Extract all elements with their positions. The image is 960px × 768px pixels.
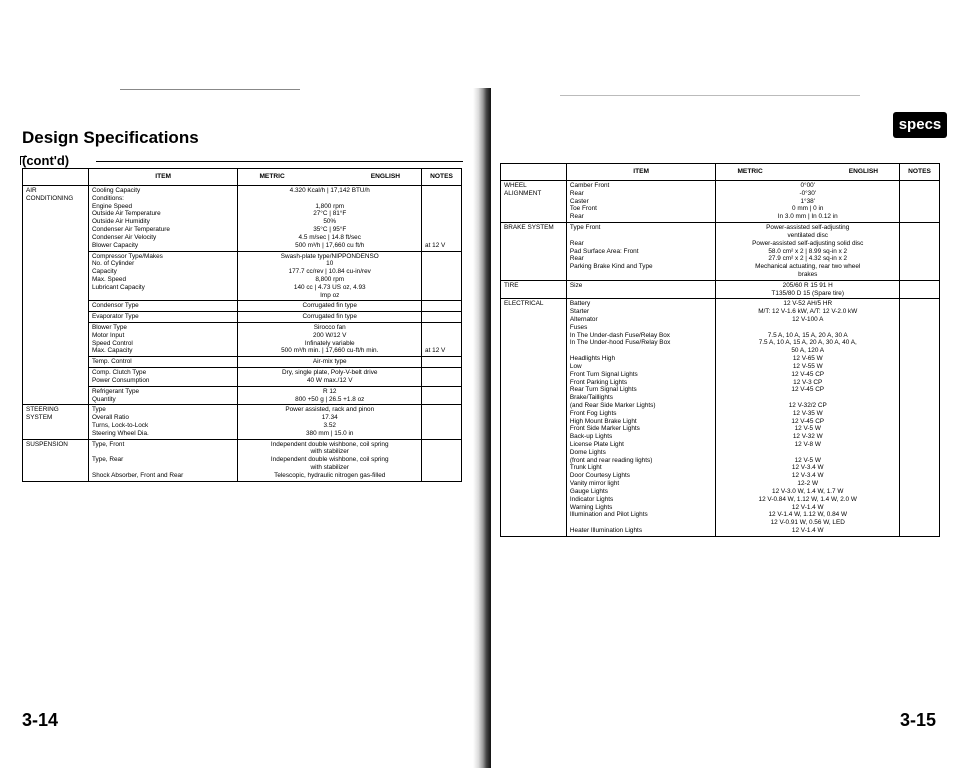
spec-notes <box>422 301 462 312</box>
spec-row <box>23 323 462 357</box>
spec-value: Air-mix type <box>238 357 422 368</box>
spec-value: 4.320 Kcal/h | 17,142 BTU/h 1,800 rpm 27°C | 81°F 50% 35°C | 95°F 4.5 m/sec | 14.8 ft/sec 500 m³/h | 17,660 cu ft/h <box>238 186 422 252</box>
specs-badge: specs <box>893 112 947 138</box>
header-english: ENGLISH <box>848 167 879 175</box>
spec-notes: at 12 V <box>422 323 462 357</box>
header-metric: METRIC <box>737 167 763 175</box>
spec-notes <box>422 357 462 368</box>
spec-value: Power-assisted self-adjusting ventilated disc Power-assisted self-adjusting solid disc 58.0 cm² x 2 | 8.99 sq-in x 2 27.9 cm² x 2 | 4.32 sq-in x 2 Mechanical actuating, rear two wheel brakes <box>716 223 900 281</box>
spec-notes <box>900 181 940 223</box>
page-number-left: 3-14 <box>22 710 59 730</box>
spec-value: Corrugated fin type <box>238 301 422 312</box>
spec-notes <box>900 223 940 281</box>
right-page <box>480 0 960 768</box>
spec-value: Sirocco fan 200 W/12 V Infinately variable 500 m³/h min. | 17,660 cu-ft/h min. <box>238 323 422 357</box>
spec-row <box>23 301 462 312</box>
spec-notes <box>900 280 940 299</box>
scan-artifact-line <box>120 89 300 90</box>
spec-notes <box>422 368 462 387</box>
spec-row <box>23 251 462 301</box>
page-subtitle: (cont'd) <box>22 153 70 168</box>
spec-value: Independent double wishbone, coil spring with stabilizer Independent double wishbone, coil spring with stabilizer Telescopic, hydraulic nitrogen gas-filled <box>238 439 422 481</box>
spec-row <box>501 181 940 223</box>
spec-value: Swash-plate type/NIPPONDENSO 10 177.7 cc/rev | 10.84 cu-in/rev 8,800 rpm 140 cc | 4.73 US oz, 4.93 Imp oz <box>238 251 422 301</box>
spec-category: STEERING SYSTEM <box>23 405 89 439</box>
header-item: ITEM <box>566 164 716 181</box>
spec-value: 0°00' -0°30' 1°38' 0 mm | 0 in In 3.0 mm | In 0.12 in <box>716 181 900 223</box>
spec-category: TIRE <box>501 280 567 299</box>
scan-artifact-line-right <box>560 95 860 96</box>
spec-item: Type Overall Ratio Turns, Lock-to-Lock Steering Wheel Dia. <box>88 405 238 439</box>
spec-item: Refrigerant Type Quantity <box>88 386 238 405</box>
spec-item: Camber Front Rear Caster Toe Front Rear <box>566 181 716 223</box>
spec-notes: at 12 V <box>422 186 462 252</box>
right-spec-table <box>500 163 940 537</box>
spec-item: Evaporator Type <box>88 312 238 323</box>
header-notes: NOTES <box>422 169 462 186</box>
spec-notes <box>422 251 462 301</box>
spec-item: Blower Type Motor Input Speed Control Max. Capacity <box>88 323 238 357</box>
spec-row <box>23 312 462 323</box>
left-spec-table <box>22 168 462 482</box>
subtitle-rule <box>96 161 463 162</box>
spec-row <box>23 368 462 387</box>
spec-item: Size <box>566 280 716 299</box>
spec-value: 12 V-52 AH/5 HR M/T: 12 V-1.6 kW, A/T: 12 V-2.0 kW 12 V-100 A 7.5 A, 10 A, 15 A, 20 A, 30 A 7.5 A, 10 A, 15 A, 20 A, 30 A, 40 A, 50 A, 120 A 12 V-65 W 12 V-55 W 12 V-45 CP 12 V-3 CP 12 V-45 CP 12 V-32/2 CP 12 V-35 W 12 V-45 CP 12 V-5 W 12 V-32 W 12 V-8 W 12 V-5 W 12 V-3.4 W 12 V-3.4 W 12-2 W 12 V-3.0 W, 1.4 W, 1.7 W 12 V-0.84 W, 1.12 W, 1.4 W, 2.0 W 12 V-1.4 W 12 V-1.4 W, 1.12 W, 0.84 W 12 V-0.91 W, 0.56 W, LED 12 V-1.4 W <box>716 299 900 536</box>
spec-value: Power assisted, rack and pinon 17.34 3.52 380 mm | 15.0 in <box>238 405 422 439</box>
spec-item: Comp. Clutch Type Power Consumption <box>88 368 238 387</box>
page-title: Design Specifications <box>22 128 199 147</box>
spec-category: BRAKE SYSTEM <box>501 223 567 281</box>
spec-row <box>23 386 462 405</box>
header-notes: NOTES <box>900 164 940 181</box>
spec-row <box>23 439 462 481</box>
spec-row <box>501 280 940 299</box>
spec-row <box>23 357 462 368</box>
spec-row <box>23 405 462 439</box>
page-number-right: 3-15 <box>900 710 937 730</box>
header-category <box>501 164 567 181</box>
spec-category: WHEEL ALIGNMENT <box>501 181 567 223</box>
spec-item: Type, Front Type, Rear Shock Absorber, Front and Rear <box>88 439 238 481</box>
spec-item: Battery Starter Alternator Fuses In The Under-dash Fuse/Relay Box In The Under-hood Fuse/Relay Box Headlights High Low Front Turn Signal Lights Front Parking Lights Rear Turn Signal Lights Brake/Taillights (and Rear Side Marker Lights) Front Fog Lights High Mount Brake Light Front Side Marker Lights Back-up Lights License Plate Light Dome Lights (front and rear reading lights) Trunk Light Door Courtesy Lights Vanity mirror light Gauge Lights Indicator Lights Warning Lights Illumination and Pilot Lights Heater Illumination Lights <box>566 299 716 536</box>
spec-category: AIR CONDITIONING <box>23 186 89 405</box>
spec-notes <box>422 439 462 481</box>
header-metric-english <box>238 169 422 186</box>
header-metric: METRIC <box>259 172 285 180</box>
spec-value: R 12 800 +50 g | 26.5 +1.8 oz <box>238 386 422 405</box>
spec-item: Cooling Capacity Conditions: Engine Speed Outside Air Temperature Outside Air Humidity Condenser Air Temperature Condenser Air Velocity Blower Capacity <box>88 186 238 252</box>
spec-item: Temp. Control <box>88 357 238 368</box>
header-category <box>23 169 89 186</box>
spec-notes <box>422 405 462 439</box>
spec-value: Dry, single plate, Poly-V-belt drive 40 W max./12 V <box>238 368 422 387</box>
spec-value: 205/60 R 15 91 H T135/80 D 15 (Spare tire) <box>716 280 900 299</box>
header-english: ENGLISH <box>370 172 401 180</box>
spec-row <box>23 186 462 252</box>
spec-item: Type Front Rear Pad Surface Area: Front Rear Parking Brake Kind and Type <box>566 223 716 281</box>
header-item: ITEM <box>88 169 238 186</box>
spec-category: ELECTRICAL <box>501 299 567 536</box>
spec-item: Compressor Type/Makes No. of Cylinder Capacity Max. Speed Lubricant Capacity <box>88 251 238 301</box>
spec-notes <box>422 386 462 405</box>
spec-value: Corrugated fin type <box>238 312 422 323</box>
spec-row <box>501 223 940 281</box>
spec-notes <box>900 299 940 536</box>
spec-category: SUSPENSION <box>23 439 89 481</box>
spec-item: Condensor Type <box>88 301 238 312</box>
header-metric-english <box>716 164 900 181</box>
spec-row <box>501 299 940 536</box>
spec-notes <box>422 312 462 323</box>
